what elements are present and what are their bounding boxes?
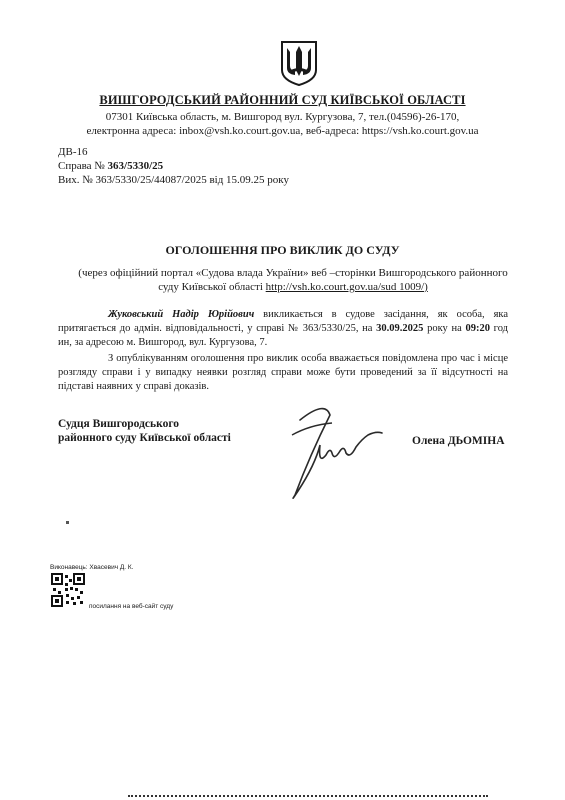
summons-text-c: год ин, за адресою м. Вишгород, вул. Кургузова, 7. xyxy=(58,323,508,348)
summons-text-a: викликається в судове засідання, як особа, яка притягається до адмін. відповідальності, у справі № 363/5330/25, на xyxy=(58,309,508,334)
court-name: ВИШГОРОДСЬКИЙ РАЙОННИЙ СУД КИЇВСЬКОЇ ОБЛАСТІ xyxy=(99,93,466,107)
scan-dot xyxy=(66,521,69,524)
hearing-date: 30.09.2025 xyxy=(376,323,424,334)
court-address: 07301 Київська область, м. Вишгород вул. Кургузова, 7, тел.(04596)-26-170, xyxy=(105,111,460,123)
case-number-line xyxy=(58,160,163,172)
executor-line: Виконавець: Хвасевич Д. К. xyxy=(50,564,134,571)
judge-position-line1: Судця Вишгородського xyxy=(58,418,180,430)
summoned-person: Жуковський Надір Юрійович xyxy=(108,309,255,320)
case-number: 363/5330/25 xyxy=(107,160,164,172)
portal-link[interactable]: http://vsh.ko.court.gov.ua/sud 1009/) xyxy=(265,281,428,293)
summons-paragraph xyxy=(58,308,508,350)
judge-name: Олена ДЬОМІНА xyxy=(412,435,505,447)
court-contacts: електронна адреса: inbox@vsh.ko.court.gov.ua, веб-адреса: https://vsh.ko.court.gov.ua xyxy=(86,125,479,137)
case-label: Справа № xyxy=(58,160,105,172)
portal-note-text: (через офіційний портал «Судова влада України» веб –сторінки Вишгородського районного суду Київської області xyxy=(78,267,508,293)
form-code: ДВ-16 xyxy=(58,146,88,158)
qr-caption: посилання на веб-сайт суду xyxy=(89,603,174,610)
portal-note xyxy=(78,266,508,294)
judge-position-line2: районного суду Київської області xyxy=(58,432,231,444)
consequence-paragraph: З опублікуванням оголошення про виклик особа вважається повідомлена про час і місце розгляду справи і у випадку неявки розгляд справи може бути проведений за її відсутності на підставі наявних у справі доказів. xyxy=(58,353,508,392)
outgoing-number: Вих. № 363/5330/25/44087/2025 від 15.09.25 року xyxy=(58,174,289,186)
notice-title: ОГОЛОШЕННЯ ПРО ВИКЛИК ДО СУДУ xyxy=(165,243,400,257)
qr-code-icon[interactable] xyxy=(51,573,85,607)
summons-text-b: року на xyxy=(423,323,466,334)
handwritten-signature xyxy=(270,395,390,505)
coat-of-arms-icon xyxy=(279,40,319,86)
bottom-edge-artifact xyxy=(128,795,488,800)
hearing-time: 09:20 xyxy=(465,323,490,334)
